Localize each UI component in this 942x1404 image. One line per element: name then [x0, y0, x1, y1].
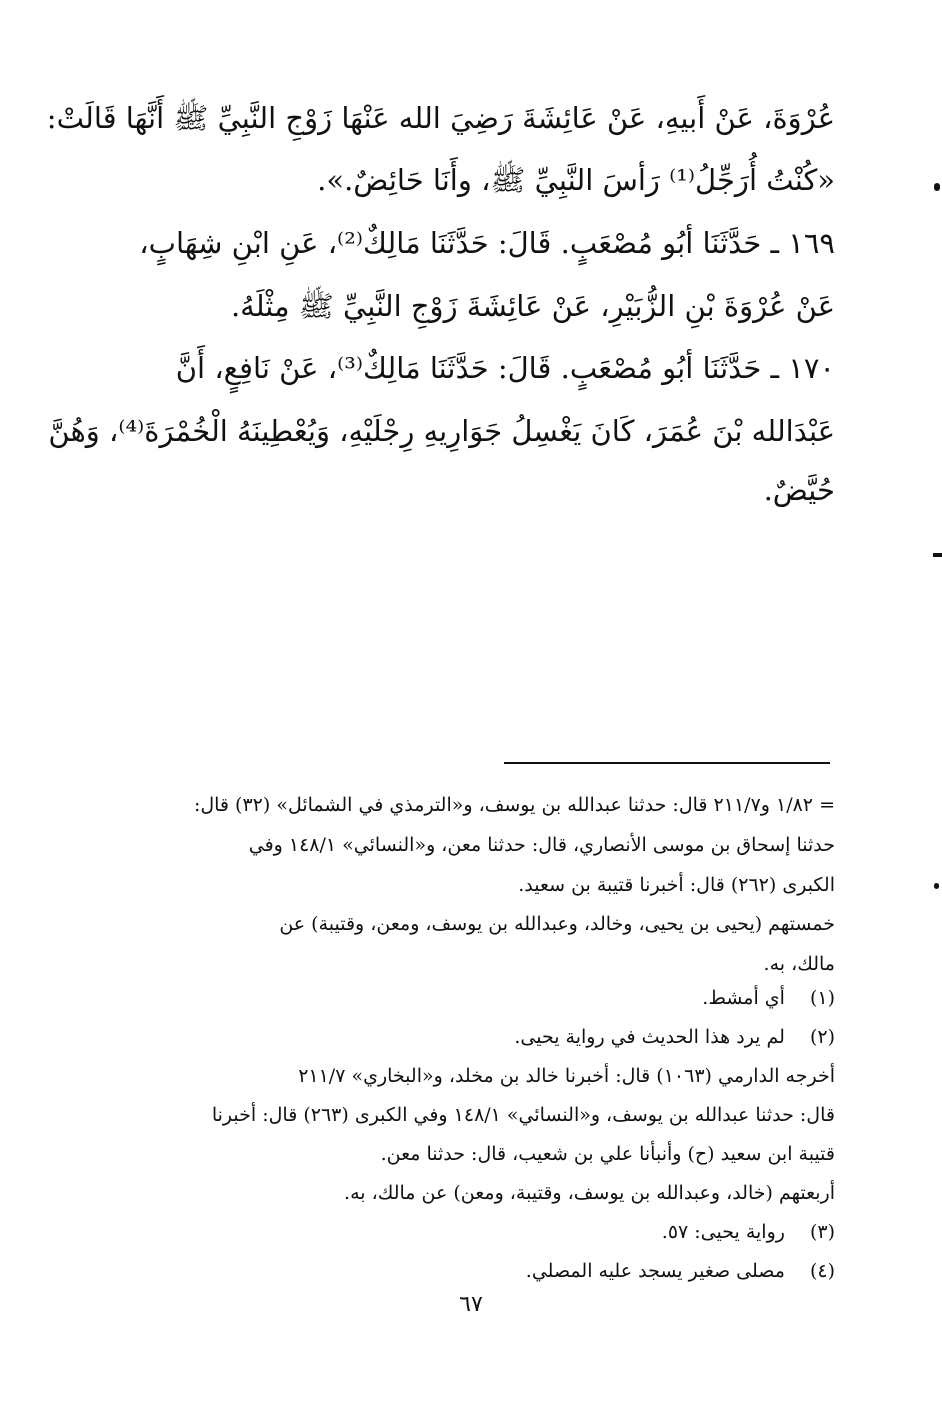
footnote-continuation-line-1: = ١/٨٢ و٢١١/٧ قال: حدثنا عبدالله بن يوسف، و«الترمذي في الشمائل» (٣٢) قال: [193, 794, 835, 816]
page-number: ٦٧ [459, 1292, 483, 1317]
main-text-line-1: عُرْوَةَ، عَنْ أَبيهِ، عَنْ عَائِشَةَ رَضِيَ الله عَنْهَا زَوْجِ النَّبِيِّ ﷺ أَنَّهَا قَالَتْ: [46, 101, 835, 135]
footnote-2-line-4: قتيبة ابن سعيد (ح) وأنبأنا علي بن شعيب، قال: حدثنا معن. [380, 1143, 835, 1165]
hadith-170-line-2: عَبْدَالله بْنَ عُمَرَ، كَانَ يَغْسِلُ جَوَارِيهِ رِجْلَيْهِ، وَيُعْطِينَهُ الْخُمْرَةَ⁽⁴⁾، وَهُنَّ [48, 414, 835, 448]
footnote-separator [504, 762, 830, 764]
footnote-2-line-2: أخرجه الدارمي (١٠٦٣) قال: أخبرنا خالد بن مخلد، و«البخاري» ٢١١/٧ [298, 1065, 835, 1087]
footnote-1 [135, 989, 835, 1008]
hadith-170-line-1: ١٧٠ ـ حَدَّثَنَا أبُو مُصْعَبٍ. قَالَ: حَدَّثَنَا مَالِكٌ⁽³⁾، عَنْ نَافِعٍ، أَنَّ [175, 351, 835, 385]
footnote-4 [135, 1262, 835, 1281]
footnote-continuation-line-5: مالك، به. [763, 953, 835, 975]
footnote-continuation-line-4: خمستهم (يحيى بن يحيى، وخالد، وعبدالله بن يوسف، ومعن، وقتيبة) عن [279, 913, 835, 935]
hadith-169-line-2: عَنْ عُرْوَةَ بْنِ الزُّبَيْرِ، عَنْ عَائِشَةَ زَوْجِ النَّبِيِّ ﷺ مِثْلَهُ. [230, 289, 835, 323]
margin-mark-1 [934, 183, 940, 191]
hadith-169-line-1: ١٦٩ ـ حَدَّثَنَا أبُو مُصْعَبٍ. قَالَ: حَدَّثَنَا مَالِكٌ⁽²⁾، عَنِ ابْنِ شِهَابٍ، [139, 226, 835, 260]
footnote-number: (٣) [809, 1221, 835, 1243]
footnote-number: (٤) [809, 1260, 835, 1282]
footnote-continuation-line-3: الكبرى (٢٦٢) قال: أخبرنا قتيبة بن سعيد. [518, 874, 835, 896]
footnote-number: (١) [809, 987, 835, 1009]
footnote-text: مصلى صغير يسجد عليه المصلي. [525, 1260, 785, 1282]
footnote-3 [135, 1223, 835, 1242]
footnote-text: أي أمشط. [702, 987, 785, 1009]
footnote-2 [135, 1028, 835, 1047]
footnote-2-line-3: قال: حدثنا عبدالله بن يوسف، و«النسائي» ١٤٨/١ وفي الكبرى (٢٦٣) قال: أخبرنا [211, 1104, 835, 1126]
footnote-text: رواية يحيى: ٥٧. [661, 1221, 785, 1243]
footnote-text: لم يرد هذا الحديث في رواية يحيى. [514, 1026, 785, 1048]
footnote-2-line-5: أربعتهم (خالد، وعبدالله بن يوسف، وقتيبة، ومعن) عن مالك، به. [344, 1182, 835, 1204]
hadith-170-line-3: حُيَّضٌ. [763, 473, 835, 507]
footnote-number: (٢) [809, 1026, 835, 1048]
footnote-continuation-line-2: حدثنا إسحاق بن موسى الأنصاري، قال: حدثنا معن، و«النسائي» ١٤٨/١ وفي [248, 834, 835, 856]
main-text-line-2: «كُنْتُ أُرَجِّلُ⁽¹⁾ رَأسَ النَّبِيِّ ﷺ، وأَنَا حَائِضٌ.». [317, 163, 835, 197]
margin-mark-3 [934, 883, 939, 889]
margin-mark-2 [933, 553, 942, 557]
